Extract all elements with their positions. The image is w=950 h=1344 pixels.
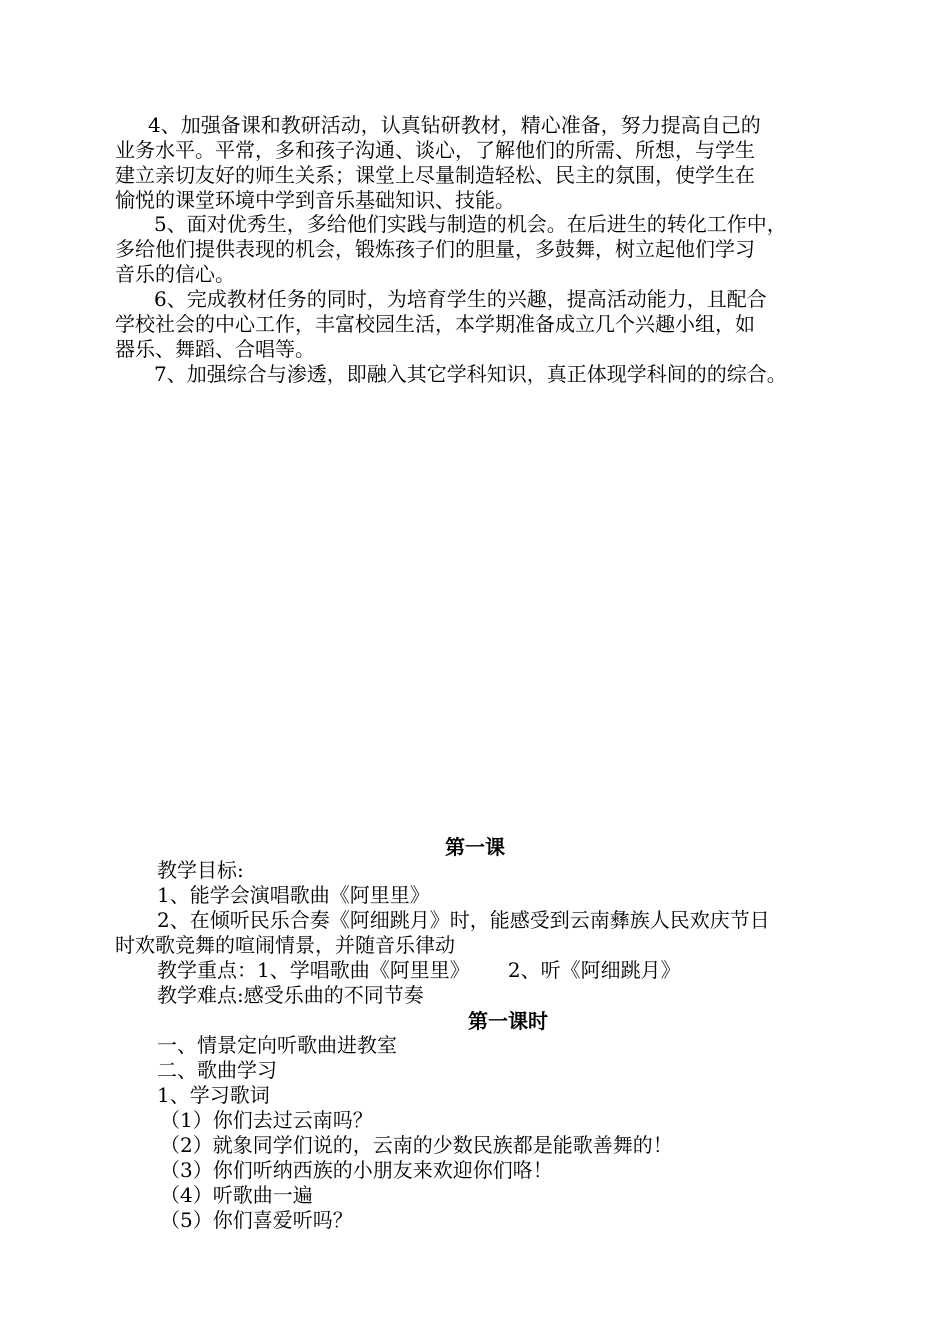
item-4-line-2: 业务水平。平常，多和孩子沟通、谈心，了解他们的所需、所想，与学生 — [115, 138, 755, 162]
step-1: 一、情景定向听歌曲进教室 — [157, 1033, 397, 1057]
lesson-title-text: 第一课 — [445, 835, 505, 859]
item-7-line-1: 7、加强综合与渗透，即融入其它学科知识，真正体现学科间的的综合。 — [154, 362, 787, 386]
step-2-1-q4: （4）听歌曲一遍 — [160, 1183, 313, 1207]
step-2-1: 1、学习歌词 — [157, 1083, 270, 1107]
item-5-line-1: 5、面对优秀生，多给他们实践与制造的机会。在后进生的转化工作中， — [154, 212, 787, 236]
step-2-1-q1: （1）你们去过云南吗？ — [160, 1108, 373, 1132]
item-4-line-4: 愉悦的课堂环境中学到音乐基础知识、技能。 — [115, 188, 515, 212]
item-6-line-2: 学校社会的中心工作，丰富校园生活，本学期准备成立几个兴趣小组，如 — [115, 312, 755, 336]
item-5-line-3: 音乐的信心。 — [115, 262, 235, 286]
step-2-1-q3: （3）你们听纳西族的小朋友来欢迎你们咯！ — [160, 1158, 553, 1182]
objectives-label: 教学目标: — [157, 858, 244, 882]
step-2-1-q2: （2）就象同学们说的，云南的少数民族都是能歌善舞的！ — [160, 1133, 673, 1157]
objective-1: 1、能学会演唱歌曲《阿里里》 — [157, 883, 430, 907]
step-2-1-q5: （5）你们喜爱听吗？ — [160, 1208, 353, 1232]
period-title-text: 第一课时 — [468, 1009, 548, 1033]
objective-2-line-1: 2、在倾听民乐合奏《阿细跳月》时，能感受到云南彝族人民欢庆节日 — [157, 908, 770, 932]
item-6-line-3: 器乐、舞蹈、合唱等。 — [115, 337, 315, 361]
objective-2-line-2: 时欢歌竞舞的喧闹情景，并随音乐律动 — [115, 933, 455, 957]
key-points: 教学重点：1、学唱歌曲《阿里里》 2、听《阿细跳月》 — [157, 958, 681, 982]
difficulty: 教学难点:感受乐曲的不同节奏 — [157, 983, 424, 1007]
item-6-line-1: 6、完成教材任务的同时，为培育学生的兴趣，提高活动能力，且配合 — [154, 287, 767, 311]
item-4-line-3: 建立亲切友好的师生关系；课堂上尽量制造轻松、民主的氛围，使学生在 — [115, 163, 755, 187]
item-4-line-1: 4、加强备课和教研活动，认真钻研教材，精心准备，努力提高自己的 — [148, 113, 761, 137]
item-5-line-2: 多给他们提供表现的机会，锻炼孩子们的胆量，多鼓舞，树立起他们学习 — [115, 237, 755, 261]
step-2: 二、歌曲学习 — [157, 1058, 277, 1082]
